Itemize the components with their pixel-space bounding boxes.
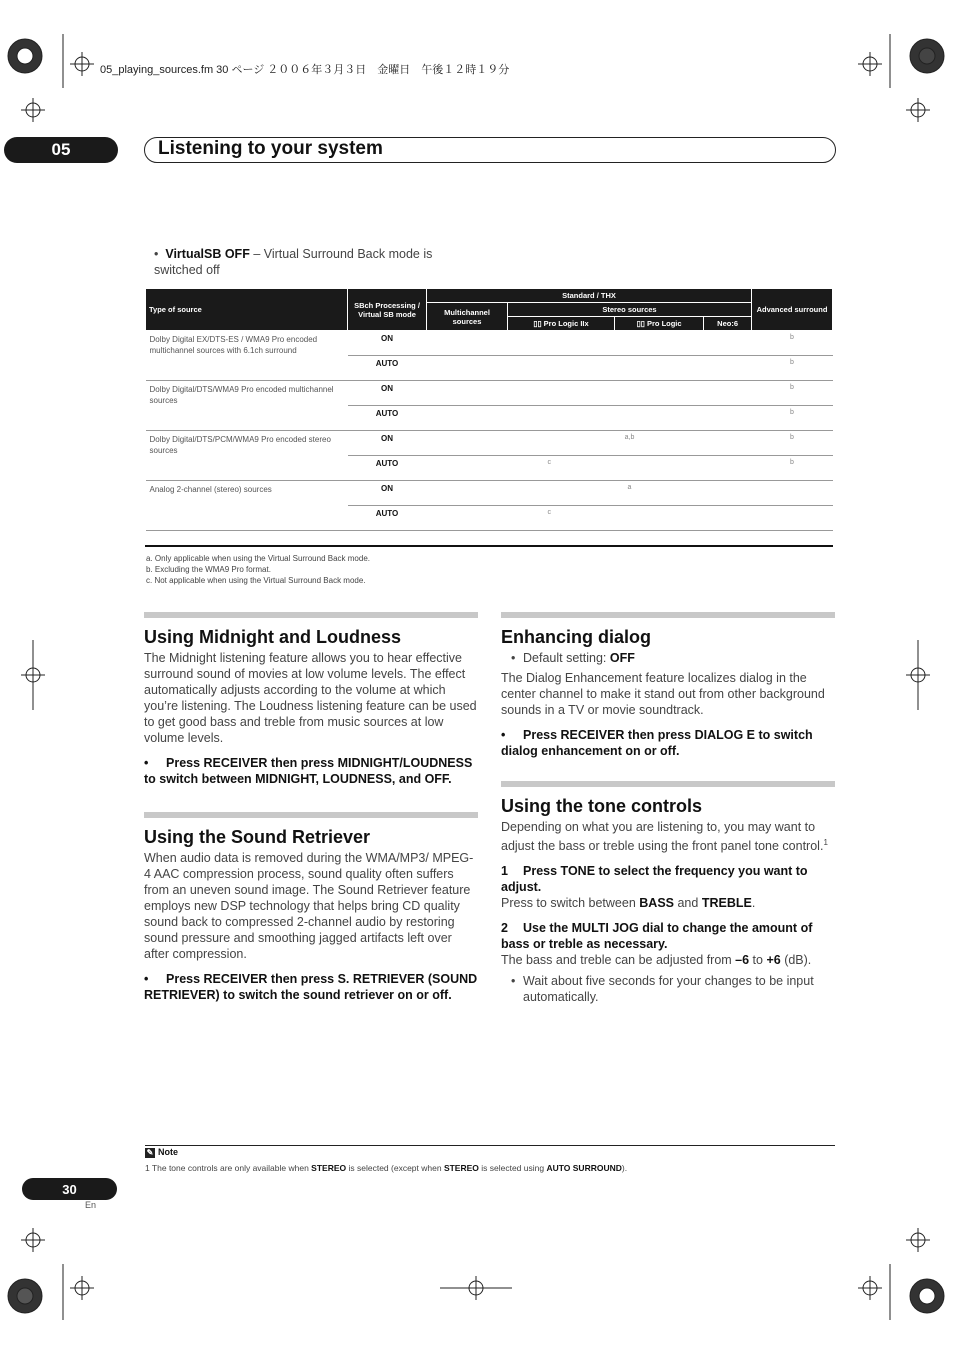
bullet-term: VirtualSB OFF [165,247,250,261]
table-row: AUTO c [146,506,833,531]
tone-step-1: 1 Press TONE to select the frequency you want to adjust. [501,864,808,895]
footnote-a: a. Only applicable when using the Virtual Surround Back mode. [146,554,370,563]
note-rule [145,1145,835,1146]
table-row: Dolby Digital/DTS/WMA9 Pro encoded multichannel sources ON b [146,381,833,406]
tone-step-1-detail: Press to switch between BASS and TREBLE. [501,896,756,911]
page-number: 30 [22,1178,117,1200]
footnote-c: c. Not applicable when using the Virtual Surround Back mode. [146,576,366,585]
virtualsb-off-bullet: • VirtualSB OFF – Virtual Surround Back mode is switched off [154,247,433,277]
dialog-step: • Press RECEIVER then press DIALOG E to switch dialog enhancement on or off. [501,728,813,758]
th-standard-thx: Standard / THX [427,289,752,303]
table-row: Dolby Digital/DTS/PCM/WMA9 Pro encoded stereo sources ON a,b b [146,431,833,456]
note-label: ✎ Note [146,1147,178,1157]
chapter-number-tab: 05 [4,137,118,163]
table-footnotes [146,553,370,586]
page-language: En [85,1200,97,1210]
table-row: AUTO b [146,356,833,381]
midnight-body: The Midnight listening feature allows you to hear effective surround sound of movies at low volume levels. The effect automatically adjusts according to the volume at which you’re listening. The Loudness listening feature can be used to get good bass and treble from music sources at low volume levels. [144,651,477,745]
chapter-title: Listening to your system [158,138,383,159]
th-pro-logic: ▯▯ Pro Logic [615,317,704,331]
table-row: Dolby Digital EX/DTS-ES / WMA9 Pro encoded multichannel sources with 6.1ch surround ON b [146,331,833,356]
retriever-body: When audio data is removed during the WMA/MP3/ MPEG-4 AAC compression process, sound quality often suffers from an uneven sound image. The Sound Retriever feature employs new DSP technology that helps bring CD quality sound back to compressed 2-channel audio by restoring sound pressure and smoothing jagged artifacts left over after compression. [144,851,474,961]
tone-body: Depending on what you are listening to, you may want to adjust the bass or treble using the front panel tone control.$^1$ [501,820,828,854]
tone-title: Using the tone controls [501,796,703,816]
bullet-text: – Virtual Surround Back mode is switched off [154,247,433,277]
th-pro-logic-iix: ▯▯ Pro Logic IIx [508,317,615,331]
table-row: AUTO b [146,406,833,431]
table-row: AUTO c b [146,456,833,481]
note-pencil-icon: ✎ [146,1148,154,1157]
tone-step-2: 2 Use the MULTI JOG dial to change the amount of bass or treble as necessary. [501,921,813,952]
retriever-title: Using the Sound Retriever [144,827,371,847]
file-header-line: 05_playing_sources.fm 30 ページ ２００６年３月３日 金曜日 午後１２時１９分 [100,64,510,76]
tone-sub-bullet: • Wait about five seconds for your changes to be input automatically. [501,973,835,1005]
source-mode-table [145,288,833,531]
midnight-title: Using Midnight and Loudness [144,627,401,647]
dialog-default-setting: • Default setting: OFF [501,650,835,666]
tone-step-2-detail: The bass and treble can be adjusted from –6 to +6 (dB). [501,953,812,968]
left-column [144,612,478,1003]
dialog-title: Enhancing dialog [501,627,652,647]
th-advanced-surround: Advanced surround [752,289,833,331]
retriever-step: • Press RECEIVER then press S. RETRIEVER (SOUND RETRIEVER) to switch the sound retriever on or off. [144,972,478,1002]
table-row: Analog 2-channel (stereo) sources ON a [146,481,833,506]
th-stereo-sources: Stereo sources [508,303,752,317]
th-type-of-source: Type of source [146,289,348,331]
th-sbch: SBch Processing / Virtual SB mode [348,289,427,331]
dialog-body: The Dialog Enhancement feature localizes dialog in the center channel to make it stand out from other background sounds in a TV or movie soundtrack. [501,671,825,717]
footnote-b: b. Excluding the WMA9 Pro format. [146,565,271,574]
th-multichannel: Multichannel sources [427,303,508,331]
th-neo6: Neo:6 [704,317,752,331]
note-text: 1 The tone controls are only available when STEREO is selected (except when STEREO is selected using AUTO SURROUND). [145,1163,628,1173]
midnight-step: • Press RECEIVER then press MIDNIGHT/LOUDNESS to switch between MIDNIGHT, LOUDNESS, and OFF. [144,756,473,786]
table-bottom-rule [145,545,833,547]
right-column [501,612,835,1005]
